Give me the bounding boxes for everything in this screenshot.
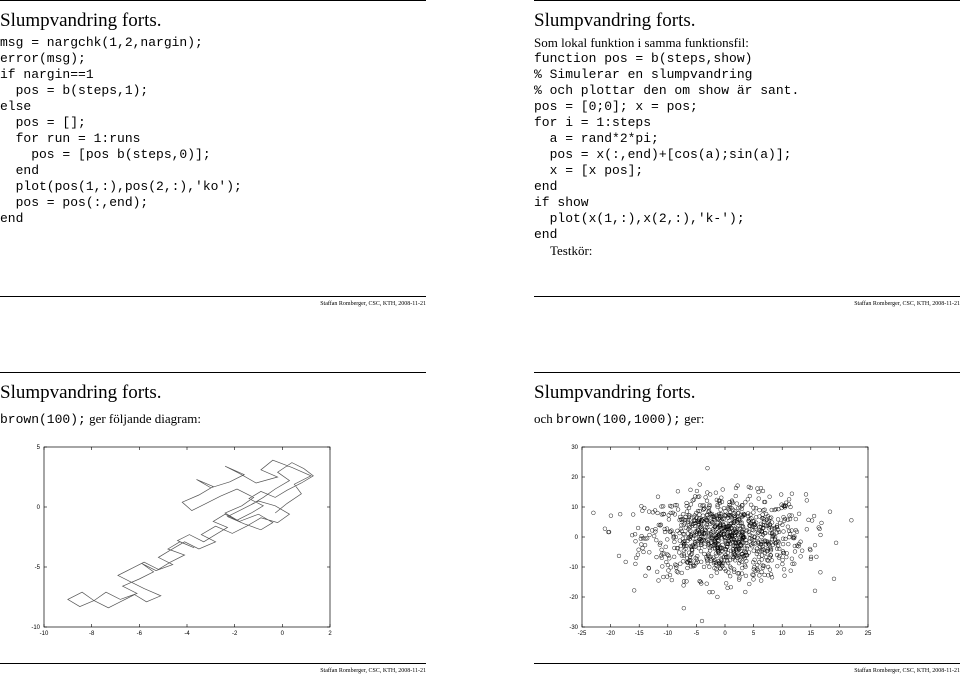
code-line: pos = []; xyxy=(0,115,86,130)
endpoint-marker xyxy=(705,582,709,586)
endpoint-marker xyxy=(784,555,788,559)
endpoint-marker xyxy=(723,567,727,571)
code-line: else xyxy=(0,99,32,114)
endpoint-marker xyxy=(746,497,750,501)
plot-frame xyxy=(582,447,868,627)
endpoint-marker xyxy=(679,527,683,531)
slide-3-footer: Staffan Romberger, CSC, KTH, 2008-11-21 xyxy=(320,668,426,674)
endpoint-marker xyxy=(786,525,790,529)
y-tick-label: -20 xyxy=(569,595,578,601)
x-tick-label: -4 xyxy=(184,631,190,637)
endpoint-marker xyxy=(766,565,770,569)
x-tick-label: 2 xyxy=(328,631,332,637)
endpoint-marker xyxy=(818,527,822,531)
endpoint-marker xyxy=(667,513,671,517)
y-tick-label: -5 xyxy=(34,565,40,571)
slide-4-intro-prefix: och xyxy=(534,411,557,426)
endpoint-marker xyxy=(647,510,651,514)
endpoint-marker xyxy=(672,555,676,559)
endpoint-marker xyxy=(819,533,823,537)
endpoint-marker xyxy=(789,569,793,573)
endpoint-marker xyxy=(832,577,836,581)
random-walk-line-chart xyxy=(26,442,336,642)
code-line: plot(pos(1,:),pos(2,:),'ko'); xyxy=(0,179,242,194)
code-line: error(msg); xyxy=(0,51,86,66)
endpoint-marker xyxy=(768,568,772,572)
endpoint-marker xyxy=(676,508,680,512)
code-line: for i = 1:steps xyxy=(534,115,652,130)
endpoint-marker xyxy=(776,518,780,522)
endpoint-marker xyxy=(660,565,664,569)
y-tick-label: 0 xyxy=(36,505,40,511)
slide-4-intro-code: brown(100,1000); xyxy=(556,412,681,427)
endpoint-marker xyxy=(759,579,763,583)
slide-3-title: Slumpvandring forts. xyxy=(0,382,162,403)
slide-4-title: Slumpvandring forts. xyxy=(534,382,696,403)
endpoint-marker xyxy=(770,508,774,512)
endpoint-marker xyxy=(660,548,664,552)
slide-2-title: Slumpvandring forts. xyxy=(534,10,696,31)
endpoint-marker xyxy=(705,491,709,495)
x-tick-label: -25 xyxy=(577,631,587,637)
endpoint-marker xyxy=(754,506,758,510)
endpoint-marker xyxy=(632,589,636,593)
slide-2-intro: Som lokal funktion i samma funktionsfil: xyxy=(534,35,749,50)
endpoint-marker xyxy=(670,505,674,509)
endpoint-marker xyxy=(752,549,756,553)
endpoint-marker xyxy=(715,571,719,575)
endpoint-marker xyxy=(744,574,748,578)
x-tick-label: -6 xyxy=(136,631,143,637)
endpoint-marker xyxy=(719,496,723,500)
endpoint-marker xyxy=(760,554,764,558)
endpoint-marker xyxy=(639,537,643,541)
endpoint-marker xyxy=(709,574,713,578)
endpoint-marker xyxy=(667,518,671,522)
slide-1-footer: Staffan Romberger, CSC, KTH, 2008-11-21 xyxy=(320,301,426,307)
code-line: end xyxy=(534,179,558,194)
endpoint-marker xyxy=(761,545,765,549)
slide-1-title: Slumpvandring forts. xyxy=(0,10,162,31)
endpoint-marker xyxy=(640,504,644,508)
endpoint-marker xyxy=(757,490,761,494)
endpoint-marker xyxy=(758,508,762,512)
endpoint-marker xyxy=(804,493,808,497)
endpoint-marker xyxy=(775,553,779,557)
x-tick-label: 0 xyxy=(280,631,285,637)
walk-path xyxy=(68,460,313,608)
endpoint-marker xyxy=(797,512,801,516)
endpoint-marker xyxy=(655,555,659,559)
endpoint-marker xyxy=(722,506,726,510)
endpoint-marker xyxy=(648,533,652,537)
endpoint-marker xyxy=(671,532,675,536)
endpoint-marker xyxy=(756,487,760,491)
endpoint-marker xyxy=(805,499,809,503)
endpoint-marker xyxy=(721,488,725,492)
endpoint-marker xyxy=(698,503,702,507)
plot-frame xyxy=(44,447,330,627)
endpoint-marker xyxy=(732,568,736,572)
endpoint-marker xyxy=(819,570,823,574)
endpoint-marker xyxy=(657,579,661,583)
endpoint-marker xyxy=(679,523,683,527)
endpoint-marker xyxy=(779,493,783,497)
code-line: pos = b(steps,1); xyxy=(0,83,149,98)
x-tick-label: 10 xyxy=(778,631,786,637)
code-line: end xyxy=(0,211,24,226)
endpoint-marker xyxy=(724,581,728,585)
endpoint-marker xyxy=(740,507,744,511)
endpoint-marker xyxy=(757,497,761,501)
endpoint-marker xyxy=(642,550,646,554)
endpoint-marker xyxy=(763,573,767,577)
slide-3 xyxy=(0,372,426,678)
endpoint-marker xyxy=(698,513,702,517)
endpoint-marker xyxy=(698,483,702,487)
x-tick-label: 20 xyxy=(836,631,843,637)
y-tick-label: -10 xyxy=(31,625,40,631)
endpoint-marker xyxy=(631,513,635,517)
endpoint-marker xyxy=(692,498,696,502)
code-line: function pos = b(steps,show) xyxy=(534,51,753,66)
endpoint-marker xyxy=(703,545,707,549)
endpoint-marker xyxy=(634,562,638,566)
endpoint-marker xyxy=(667,556,671,560)
code-line: pos = [0;0]; x = pos; xyxy=(534,99,698,114)
endpoint-marker xyxy=(787,497,791,501)
endpoint-marker xyxy=(810,519,814,523)
endpoint-marker xyxy=(790,529,794,533)
endpoint-marker xyxy=(665,538,669,542)
x-tick-label: 0 xyxy=(723,631,727,637)
code-line: if show xyxy=(534,195,589,210)
slide-4-intro xyxy=(534,411,960,428)
endpoint-marker xyxy=(655,570,659,574)
code-line: % Simulerar en slumpvandring xyxy=(534,67,753,82)
endpoint-marker xyxy=(817,526,821,530)
endpoint-marker xyxy=(793,544,797,548)
endpoint-marker xyxy=(752,565,756,569)
endpoint-marker xyxy=(850,518,854,522)
endpoint-marker xyxy=(828,510,832,514)
endpoint-marker xyxy=(689,503,693,507)
x-tick-label: -2 xyxy=(231,631,238,637)
endpoint-marker xyxy=(700,619,704,623)
slide-4-footer: Staffan Romberger, CSC, KTH, 2008-11-21 xyxy=(854,668,960,674)
endpoint-marker xyxy=(734,494,738,498)
endpoint-marker xyxy=(762,500,766,504)
endpoint-marker xyxy=(770,558,774,562)
slide-4-intro-text: ger: xyxy=(680,411,705,426)
slide-2-title-rule xyxy=(534,0,960,32)
endpoint-marker xyxy=(624,560,628,564)
endpoint-marker xyxy=(668,573,672,577)
slide-3-title-rule xyxy=(0,372,426,404)
endpoint-marker xyxy=(673,540,677,544)
endpoint-marker xyxy=(763,500,767,504)
endpoint-marker xyxy=(770,521,774,525)
code-line: a = rand*2*pi; xyxy=(534,131,659,146)
endpoint-marker xyxy=(834,541,838,545)
endpoint-marker xyxy=(781,542,785,546)
y-tick-label: 0 xyxy=(574,535,578,541)
y-tick-label: 30 xyxy=(571,445,578,451)
endpoint-marker xyxy=(784,537,788,541)
endpoint-marker xyxy=(807,518,811,522)
endpoint-marker xyxy=(689,488,693,492)
code-line: plot(x(1,:),x(2,:),'k-'); xyxy=(534,211,745,226)
code-line: for run = 1:runs xyxy=(0,131,141,146)
y-tick-label: -30 xyxy=(569,625,578,631)
endpoint-marker xyxy=(680,571,684,575)
slide-2-bottom-rule xyxy=(534,296,960,297)
endpoint-marker xyxy=(761,508,765,512)
code-line: end xyxy=(0,163,40,178)
endpoint-marker xyxy=(815,555,819,559)
slide-4-bottom-rule xyxy=(534,663,960,664)
x-tick-label: 5 xyxy=(751,631,756,637)
endpoint-marker xyxy=(708,493,712,497)
endpoint-marker xyxy=(743,590,747,594)
slide-2-footer: Staffan Romberger, CSC, KTH, 2008-11-21 xyxy=(854,301,960,307)
y-tick-label: -10 xyxy=(569,565,578,571)
endpoint-marker xyxy=(714,491,718,495)
endpoint-marker xyxy=(755,547,759,551)
endpoint-marker xyxy=(670,578,674,582)
endpoint-marker xyxy=(664,545,668,549)
endpoint-marker xyxy=(685,580,689,584)
endpoint-marker xyxy=(782,530,786,534)
endpoint-marker xyxy=(794,517,798,521)
endpoint-marker xyxy=(656,495,660,499)
endpoint-marker xyxy=(820,521,824,525)
slide-3-intro-code: brown(100); xyxy=(0,412,86,427)
endpoint-marker xyxy=(706,466,710,470)
endpoint-marker xyxy=(687,506,691,510)
endpoint-marker xyxy=(658,524,662,528)
x-tick-label: -5 xyxy=(693,631,700,637)
endpoint-marker xyxy=(790,492,794,496)
endpoint-marker xyxy=(685,510,689,514)
endpoint-marker xyxy=(609,514,613,518)
endpoint-marker xyxy=(761,489,765,493)
endpoint-marker xyxy=(735,502,739,506)
x-tick-label: -20 xyxy=(606,631,615,637)
endpoint-marker xyxy=(639,543,643,547)
endpoint-marker xyxy=(800,549,804,553)
code-line: % och plottar den om show är sant. xyxy=(534,83,800,98)
endpoint-marker xyxy=(675,570,679,574)
slide-4-title-rule xyxy=(534,372,960,404)
endpoint-marker xyxy=(812,514,816,518)
endpoint-marker xyxy=(746,544,750,548)
endpoint-marker xyxy=(617,554,621,558)
endpoint-marker xyxy=(618,512,622,516)
endpoint-marker xyxy=(678,531,682,535)
x-tick-label: -8 xyxy=(88,631,95,637)
slide-4 xyxy=(534,372,960,678)
endpoint-marker xyxy=(665,575,669,579)
endpoint-marker xyxy=(793,550,797,554)
slide-2-outro: Testkör: xyxy=(550,243,593,258)
endpoint-marker xyxy=(650,529,654,533)
endpoint-marker xyxy=(647,550,651,554)
code-line: pos = x(:,end)+[cos(a);sin(a)]; xyxy=(534,147,792,162)
endpoint-marker xyxy=(676,489,680,493)
endpoint-marker xyxy=(691,499,695,503)
endpoint-marker xyxy=(797,544,801,548)
y-tick-label: 20 xyxy=(571,475,578,481)
endpoint-marker xyxy=(752,578,756,582)
y-tick-label: 10 xyxy=(571,505,578,511)
endpoint-marker xyxy=(681,512,685,516)
endpoint-marker xyxy=(707,565,711,569)
endpoint-marker xyxy=(682,606,686,610)
endpoint-marker xyxy=(676,570,680,574)
endpoint-marker xyxy=(681,559,685,563)
endpoint-marker xyxy=(652,534,656,538)
endpoint-marker xyxy=(740,566,744,570)
code-line: end xyxy=(534,227,558,242)
endpoint-marker xyxy=(775,564,779,568)
x-tick-label: 25 xyxy=(864,631,872,637)
endpoint-marker xyxy=(786,542,790,546)
endpoint-marker xyxy=(809,548,813,552)
endpoint-marker xyxy=(702,565,706,569)
endpoint-marker xyxy=(813,543,817,547)
endpoint-marker xyxy=(641,509,645,513)
endpoint-marker xyxy=(781,562,785,566)
y-tick-label: 5 xyxy=(36,445,40,451)
endpoint-marker xyxy=(661,575,665,579)
endpoint-marker xyxy=(716,595,720,599)
endpoint-marker xyxy=(728,574,732,578)
endpoint-marker xyxy=(634,539,638,543)
slide-3-bottom-rule xyxy=(0,663,426,664)
x-tick-label: -10 xyxy=(39,631,49,637)
endpoint-marker xyxy=(760,570,764,574)
endpoint-marker xyxy=(636,526,640,530)
slide-2-code xyxy=(534,51,960,243)
endpoint-marker xyxy=(665,527,669,531)
endpoint-marker xyxy=(667,554,671,558)
slide-3-intro-text: ger följande diagram: xyxy=(85,411,201,426)
code-line: pos = pos(:,end); xyxy=(0,195,149,210)
endpoint-marker xyxy=(805,527,809,531)
random-walk-scatter-chart xyxy=(560,442,880,642)
endpoint-marker xyxy=(637,548,641,552)
endpoint-marker xyxy=(634,556,638,560)
endpoint-marker xyxy=(782,567,786,571)
endpoint-marker xyxy=(799,555,803,559)
endpoint-marker xyxy=(703,552,707,556)
endpoint-marker xyxy=(686,566,690,570)
endpoint-marker xyxy=(776,539,780,543)
endpoint-marker xyxy=(704,495,708,499)
code-line: msg = nargchk(1,2,nargin); xyxy=(0,35,203,50)
endpoint-marker xyxy=(774,507,778,511)
endpoint-marker xyxy=(603,527,607,531)
slide-2 xyxy=(534,0,960,312)
endpoint-marker xyxy=(768,495,772,499)
endpoint-marker xyxy=(643,543,647,547)
slide-1-bottom-rule xyxy=(0,296,426,297)
endpoint-marker xyxy=(758,574,762,578)
slide-1-code xyxy=(0,35,426,227)
endpoint-marker xyxy=(752,506,756,510)
endpoint-marker xyxy=(781,558,785,562)
endpoint-marker xyxy=(656,511,660,515)
endpoint-marker xyxy=(701,508,705,512)
endpoint-marker xyxy=(705,499,709,503)
endpoint-marker xyxy=(813,589,817,593)
endpoint-marker xyxy=(644,574,648,578)
endpoint-marker xyxy=(783,574,787,578)
endpoint-marker xyxy=(788,514,792,518)
endpoint-marker xyxy=(664,560,668,564)
slide-1-title-rule xyxy=(0,0,426,32)
slide-3-intro xyxy=(0,411,426,428)
endpoint-marker xyxy=(719,508,723,512)
code-line: if nargin==1 xyxy=(0,67,94,82)
endpoint-marker xyxy=(695,489,699,493)
endpoint-marker xyxy=(669,566,673,570)
x-tick-label: -10 xyxy=(663,631,673,637)
endpoint-marker xyxy=(592,511,596,515)
code-line: x = [x pos]; xyxy=(534,163,644,178)
x-tick-label: -15 xyxy=(634,631,644,637)
code-line: pos = [pos b(steps,0)]; xyxy=(0,147,211,162)
endpoint-marker xyxy=(790,557,794,561)
endpoint-marker xyxy=(654,538,658,542)
slide-1 xyxy=(0,0,426,312)
endpoint-marker xyxy=(642,506,646,510)
endpoint-marker xyxy=(682,584,686,588)
endpoint-marker xyxy=(747,582,751,586)
x-tick-label: 15 xyxy=(807,631,815,637)
endpoint-marker xyxy=(699,560,703,564)
endpoint-marker xyxy=(760,558,764,562)
